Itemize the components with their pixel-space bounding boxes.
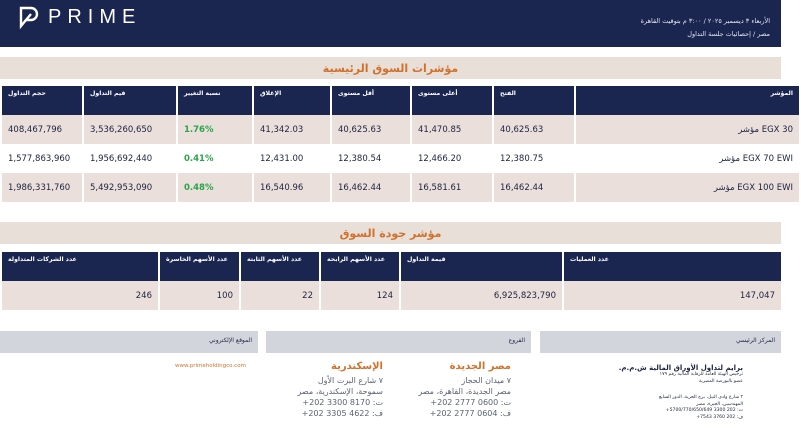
table-row xyxy=(2,173,799,202)
branch-phone: ت: 8170 3300 202+ xyxy=(302,398,383,407)
branch-name: مصر الجديدة xyxy=(449,361,511,372)
value-cell: 1,956,692,440 xyxy=(84,144,176,173)
col-gainers: عدد الأسهم الرابحة xyxy=(321,252,399,281)
high-cell: 16,581.61 xyxy=(412,173,492,202)
branch-name: الإسكندرية xyxy=(331,361,383,372)
table-row xyxy=(2,115,799,144)
col-losers: عدد الأسهم الخاسرة xyxy=(160,252,239,281)
brand-logo xyxy=(18,6,141,28)
headquarters-info xyxy=(619,364,743,421)
quality-section-title xyxy=(0,222,781,244)
quality-table xyxy=(0,252,783,310)
change-cell: 0.41% xyxy=(178,144,252,173)
losers-cell: 100 xyxy=(160,281,239,310)
high-cell: 12,466.20 xyxy=(412,144,492,173)
volume-cell: 1,986,331,760 xyxy=(2,173,82,202)
company-name: برايم لتداول الأوراق المالية ش.م.م. xyxy=(618,364,743,372)
branches-bar xyxy=(266,331,531,353)
website-bar xyxy=(0,331,258,353)
indices-table xyxy=(0,86,801,202)
col-close: الإغلاق xyxy=(254,86,330,115)
gainers-cell: 124 xyxy=(321,281,399,310)
change-cell: 1.76% xyxy=(178,115,252,144)
open-cell: 12,380.75 xyxy=(494,144,574,173)
col-open: الفتح xyxy=(494,86,574,115)
close-cell: 16,540.96 xyxy=(254,173,330,202)
change-cell: 0.48% xyxy=(178,173,252,202)
transactions-cell: 147,047 xyxy=(564,281,781,310)
license-line: ترخيص الهيئة العامة للرقابة المالية رقم ١٧٩ xyxy=(659,372,743,377)
value-cell: 3,536,260,650 xyxy=(84,115,176,144)
index-name-cell: مؤشر EGX 30 xyxy=(576,115,799,144)
report-header xyxy=(0,0,781,47)
open-cell: 16,462.44 xyxy=(494,173,574,202)
branch-address-line: ٧ شارع البرت الأول xyxy=(317,376,383,385)
col-transactions: عدد العمليات xyxy=(564,252,781,281)
hq-phone: ت: 202 3300 5700/770/650/649+ xyxy=(665,408,743,413)
index-name-cell: مؤشر EGX 100 EWI xyxy=(576,173,799,202)
branch-address-line: سموحة، الإسكندرية، مصر xyxy=(297,387,383,396)
col-value: قيم التداول xyxy=(84,86,176,115)
website-link[interactable]: www.primeholdingco.com xyxy=(175,363,246,369)
report-date: الأربعاء ٣ ديسمبر ٢٠٢٥ / ٣:٠٠ م بتوقيت القاهرة xyxy=(640,17,770,25)
quality-header-row xyxy=(2,252,781,281)
volume-cell: 408,467,796 xyxy=(2,115,82,144)
volume-cell: 1,577,863,960 xyxy=(2,144,82,173)
low-cell: 16,462.44 xyxy=(332,173,410,202)
trade-value-cell: 6,925,823,790 xyxy=(401,281,562,310)
close-cell: 12,431.00 xyxy=(254,144,330,173)
close-cell: 41,342.03 xyxy=(254,115,330,144)
indices-title: مؤشرات السوق الرئيسية xyxy=(322,62,459,75)
brand-name: PRIME xyxy=(48,6,142,28)
indices-header-row xyxy=(2,86,799,115)
prime-logo-icon xyxy=(18,6,40,28)
membership-line: عضو بالبورصة المصرية xyxy=(698,378,743,384)
branch-heliopolis xyxy=(418,361,511,419)
hq-address-line: المهندسين، الجيزة، مصر xyxy=(696,401,743,407)
col-change: نسبة التغيير xyxy=(178,86,252,115)
hq-label: المركز الرئيسي xyxy=(736,337,775,344)
col-companies: عدد الشركات المتداولة xyxy=(2,252,158,281)
col-index: المؤشر xyxy=(576,86,799,115)
open-cell: 40,625.63 xyxy=(494,115,574,144)
table-row xyxy=(2,281,781,310)
companies-cell: 246 xyxy=(2,281,158,310)
branch-fax: ف: 0604 2777 202+ xyxy=(429,409,511,418)
unchanged-cell: 22 xyxy=(241,281,319,310)
branch-address-line: ٧ ميدان الحجاز xyxy=(461,376,511,385)
table-row xyxy=(2,144,799,173)
high-cell: 41,470.85 xyxy=(412,115,492,144)
col-low: أقل مستوى xyxy=(332,86,410,115)
hq-fax: ف: 202 3760 7543+ xyxy=(696,414,743,420)
hq-address-line: ٢ شارع وادي النيل، برج الحرية، الدور السابع xyxy=(658,395,743,400)
hq-bar xyxy=(540,331,781,353)
indices-section-title xyxy=(0,57,781,79)
quality-title: مؤشر جودة السوق xyxy=(339,227,442,240)
branch-address-line: مصر الجديدة، القاهرة، مصر xyxy=(418,387,511,396)
col-trade-value: قيمة التداول xyxy=(401,252,562,281)
col-unchanged: عدد الأسهم الثابتة xyxy=(241,252,319,281)
low-cell: 12,380.54 xyxy=(332,144,410,173)
col-volume: حجم التداول xyxy=(2,86,82,115)
col-high: أعلى مستوى xyxy=(412,86,492,115)
branch-phone: ت: 0600 2777 202+ xyxy=(430,398,511,407)
low-cell: 40,625.63 xyxy=(332,115,410,144)
index-name-cell: مؤشر EGX 70 EWI xyxy=(576,144,799,173)
value-cell: 5,492,953,090 xyxy=(84,173,176,202)
website-label: الموقع الإلكتروني xyxy=(209,337,252,344)
branches-label: الفروع xyxy=(508,337,525,344)
branch-alexandria xyxy=(298,361,383,419)
report-subtitle: مصر / إحصائيات جلسة التداول xyxy=(687,30,770,38)
branch-fax: ف: 4622 3305 202+ xyxy=(301,409,383,418)
